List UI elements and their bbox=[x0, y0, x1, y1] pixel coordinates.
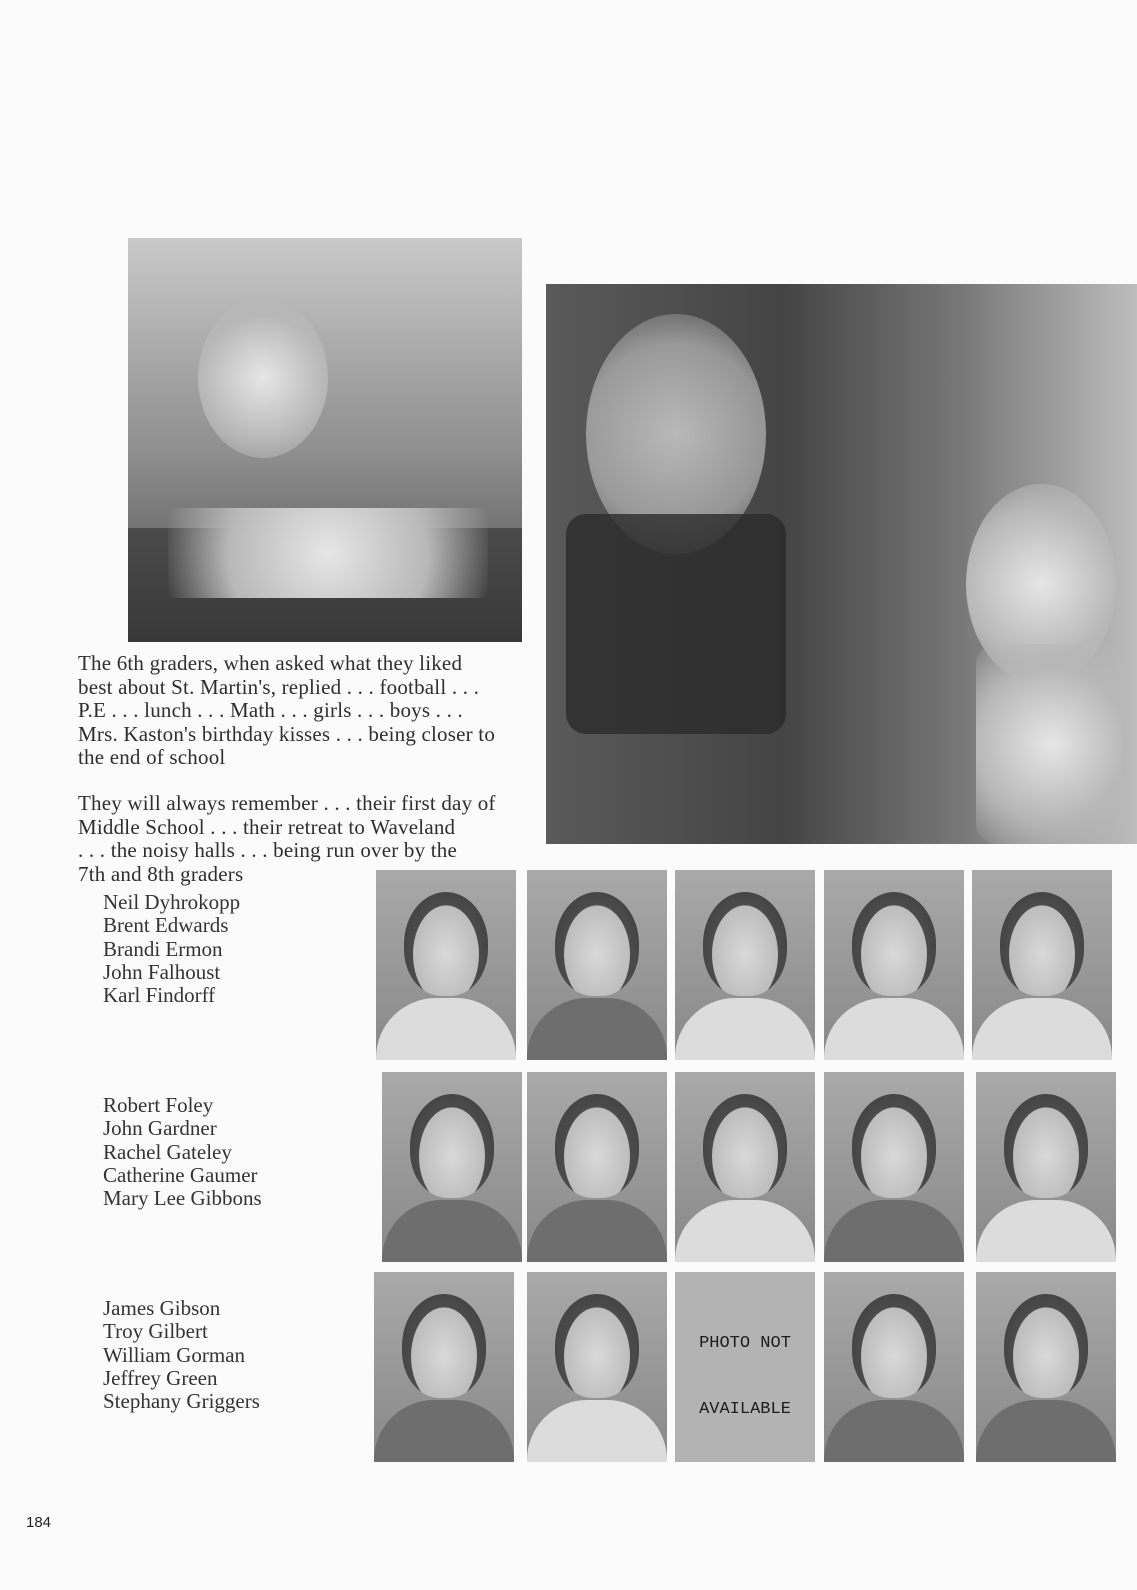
student-portrait bbox=[374, 1272, 514, 1462]
placeholder-line-1: PHOTO NOT bbox=[699, 1334, 791, 1353]
student-name: John Gardner bbox=[103, 1116, 217, 1141]
candid-photo-boy-at-desk bbox=[128, 238, 522, 642]
student-name: Jeffrey Green bbox=[103, 1365, 218, 1390]
student-portrait bbox=[675, 870, 815, 1060]
page-number: 184 bbox=[26, 1514, 52, 1531]
student-name: Rachel Gateley bbox=[103, 1139, 232, 1164]
photo-not-available-placeholder bbox=[675, 1272, 815, 1462]
student-portrait bbox=[675, 1072, 815, 1262]
student-name: Stephany Griggers bbox=[103, 1389, 260, 1414]
student-portrait bbox=[382, 1072, 522, 1262]
student-name: William Gorman bbox=[103, 1342, 246, 1367]
student-portrait bbox=[376, 870, 516, 1060]
student-name: Mary Lee Gibbons bbox=[103, 1186, 262, 1211]
name-list-row-2 bbox=[103, 1094, 262, 1210]
student-name: Catherine Gaumer bbox=[103, 1162, 258, 1187]
student-portrait bbox=[527, 1072, 667, 1262]
name-list-row-3 bbox=[103, 1297, 260, 1413]
student-portrait bbox=[972, 870, 1112, 1060]
student-portrait bbox=[976, 1072, 1116, 1262]
student-name: James Gibson bbox=[103, 1296, 221, 1320]
student-portrait bbox=[824, 870, 964, 1060]
student-name: Brandi Ermon bbox=[103, 936, 223, 961]
candid-photo-face-painting bbox=[546, 284, 1137, 844]
student-portrait bbox=[824, 1072, 964, 1262]
student-portrait bbox=[527, 870, 667, 1060]
student-name: John Falhoust bbox=[103, 959, 221, 984]
student-name: Neil Dyhrokopp bbox=[103, 890, 241, 914]
caption-memories: They will always remember . . . their first day of Middle School . . . their retreat to Waveland . . . the noisy halls . . . being run over by the 7th and 8th graders bbox=[78, 791, 496, 886]
student-name: Karl Findorff bbox=[103, 983, 216, 1008]
student-name: Troy Gilbert bbox=[103, 1319, 208, 1344]
student-name: Robert Foley bbox=[103, 1093, 214, 1117]
placeholder-line-2: AVAILABLE bbox=[699, 1400, 791, 1419]
student-portrait bbox=[527, 1272, 667, 1462]
name-list-row-1 bbox=[103, 891, 240, 1007]
student-portrait bbox=[824, 1272, 964, 1462]
caption-favorite-things: The 6th graders, when asked what they liked best about St. Martin's, replied . . . football . . . P.E . . . lunch . . . Math . . . girls . . . boys . . . Mrs. Kaston's birthday kisses . . . being closer to the end of school bbox=[78, 651, 496, 769]
student-name: Brent Edwards bbox=[103, 913, 229, 938]
student-portrait bbox=[976, 1272, 1116, 1462]
